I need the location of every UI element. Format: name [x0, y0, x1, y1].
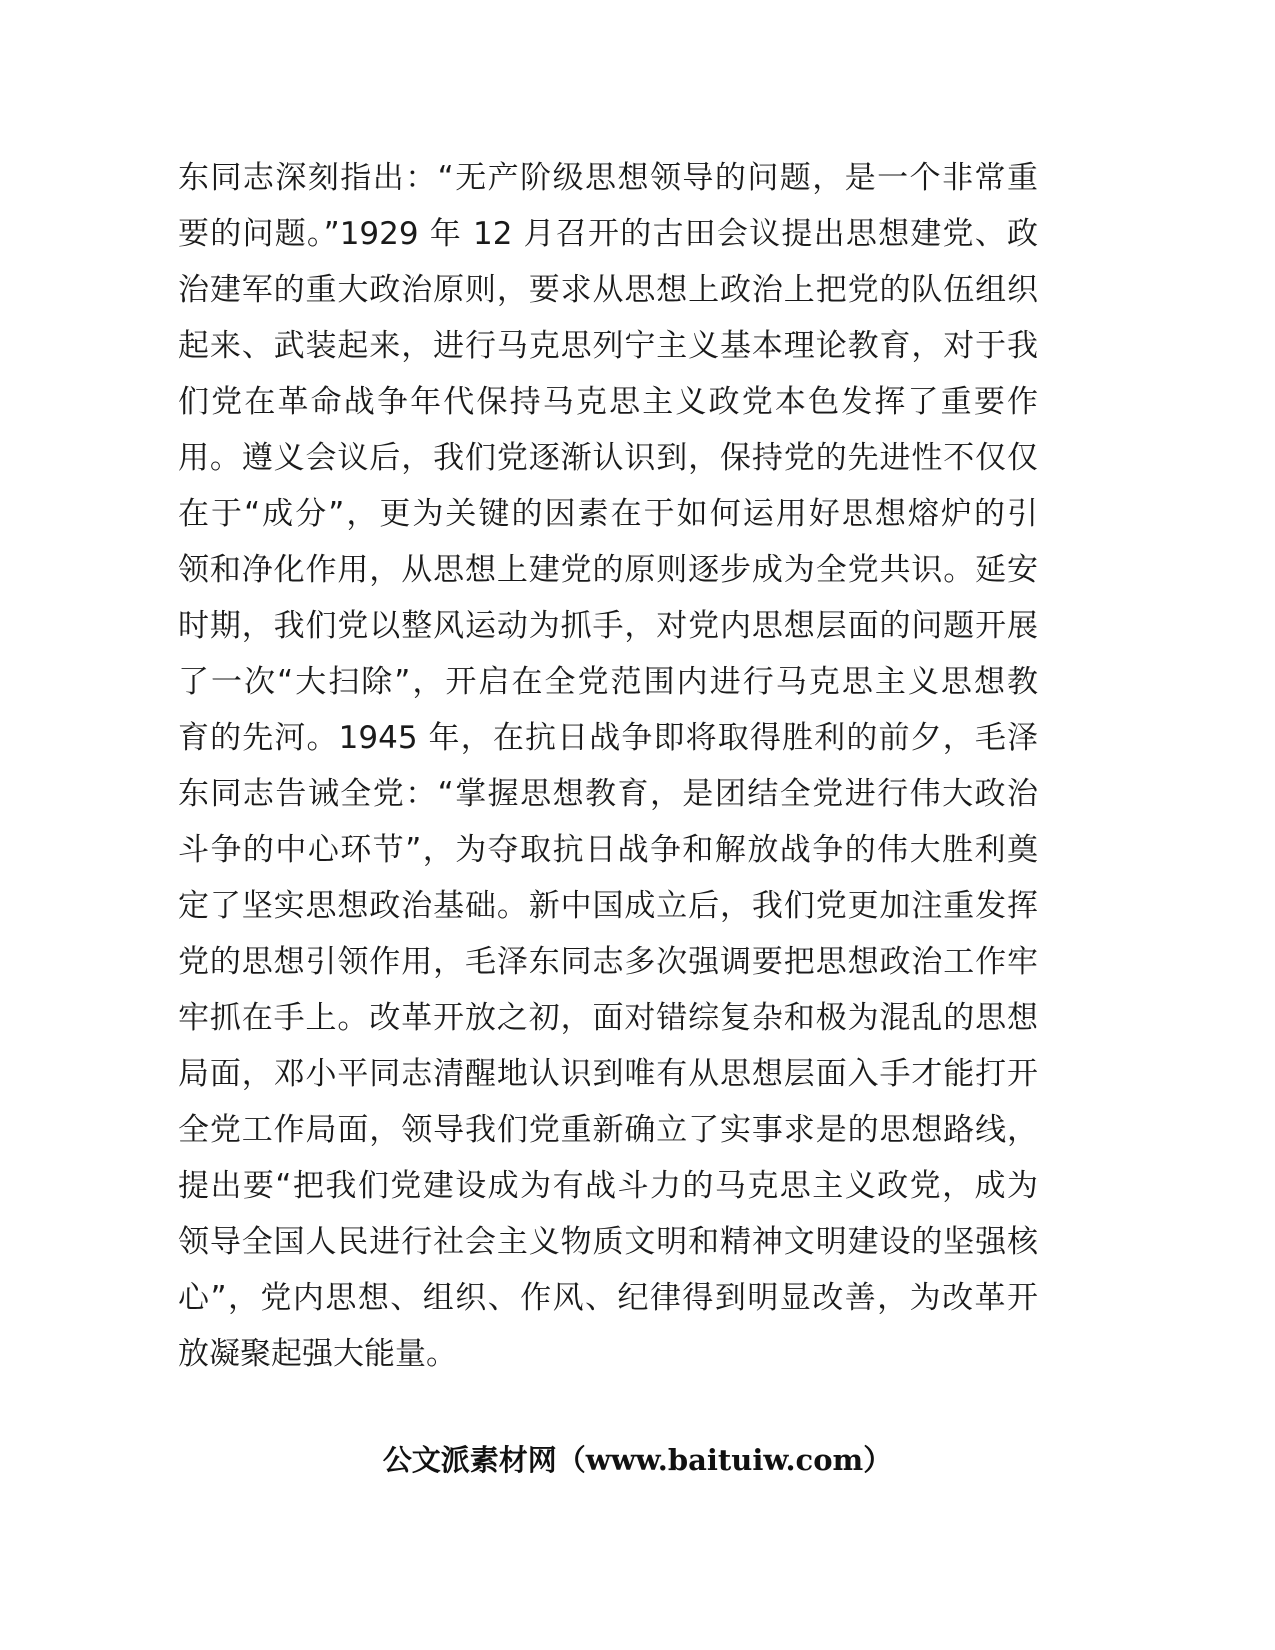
text-line: 东同志深刻指出：“无产阶级思想领导的问题，是一个非常重 [178, 160, 1038, 196]
body-paragraph [178, 150, 1038, 1382]
text-line: 治建军的重大政治原则，要求从思想上政治上把党的队伍组织 [178, 272, 1038, 308]
text-line: 牢抓在手上。改革开放之初，面对错综复杂和极为混乱的思想 [178, 1000, 1038, 1036]
text-line: 要的问题。”1929 年 12 月召开的古田会议提出思想建党、政 [178, 216, 1038, 252]
text-line: 斗争的中心环节”，为夺取抗日战争和解放战争的伟大胜利奠 [178, 832, 1038, 868]
text-line: 时期，我们党以整风运动为抓手，对党内思想层面的问题开展 [178, 608, 1038, 644]
text-line: 东同志告诫全党：“掌握思想教育，是团结全党进行伟大政治 [178, 776, 1038, 812]
text-line: 们党在革命战争年代保持马克思主义政党本色发挥了重要作 [178, 384, 1038, 420]
text-line: 局面，邓小平同志清醒地认识到唯有从思想层面入手才能打开 [178, 1056, 1038, 1092]
text-line: 在于“成分”，更为关键的因素在于如何运用好思想熔炉的引 [178, 496, 1038, 532]
text-line: 全党工作局面，领导我们党重新确立了实事求是的思想路线， [178, 1112, 1038, 1148]
text-line: 育的先河。1945 年，在抗日战争即将取得胜利的前夕，毛泽 [178, 720, 1038, 756]
text-line: 用。遵义会议后，我们党逐渐认识到，保持党的先进性不仅仅 [178, 440, 1038, 476]
text-line: 起来、武装起来，进行马克思列宁主义基本理论教育，对于我 [178, 328, 1038, 364]
text-line-last: 放凝聚起强大能量。 [178, 1336, 457, 1372]
text-line: 领导全国人民进行社会主义物质文明和精神文明建设的坚强核 [178, 1224, 1038, 1260]
page-footer-watermark: 公文派素材网（www.baituiw.com） [382, 1443, 893, 1477]
text-line: 心”，党内思想、组织、作风、纪律得到明显改善，为改革开 [178, 1280, 1038, 1316]
text-line: 提出要“把我们党建设成为有战斗力的马克思主义政党，成为 [178, 1168, 1038, 1204]
text-line: 领和净化作用，从思想上建党的原则逐步成为全党共识。延安 [178, 552, 1038, 588]
text-line: 党的思想引领作用，毛泽东同志多次强调要把思想政治工作牢 [178, 944, 1038, 980]
text-line: 了一次“大扫除”，开启在全党范围内进行马克思主义思想教 [178, 664, 1038, 700]
text-line: 定了坚实思想政治基础。新中国成立后，我们党更加注重发挥 [178, 888, 1038, 924]
